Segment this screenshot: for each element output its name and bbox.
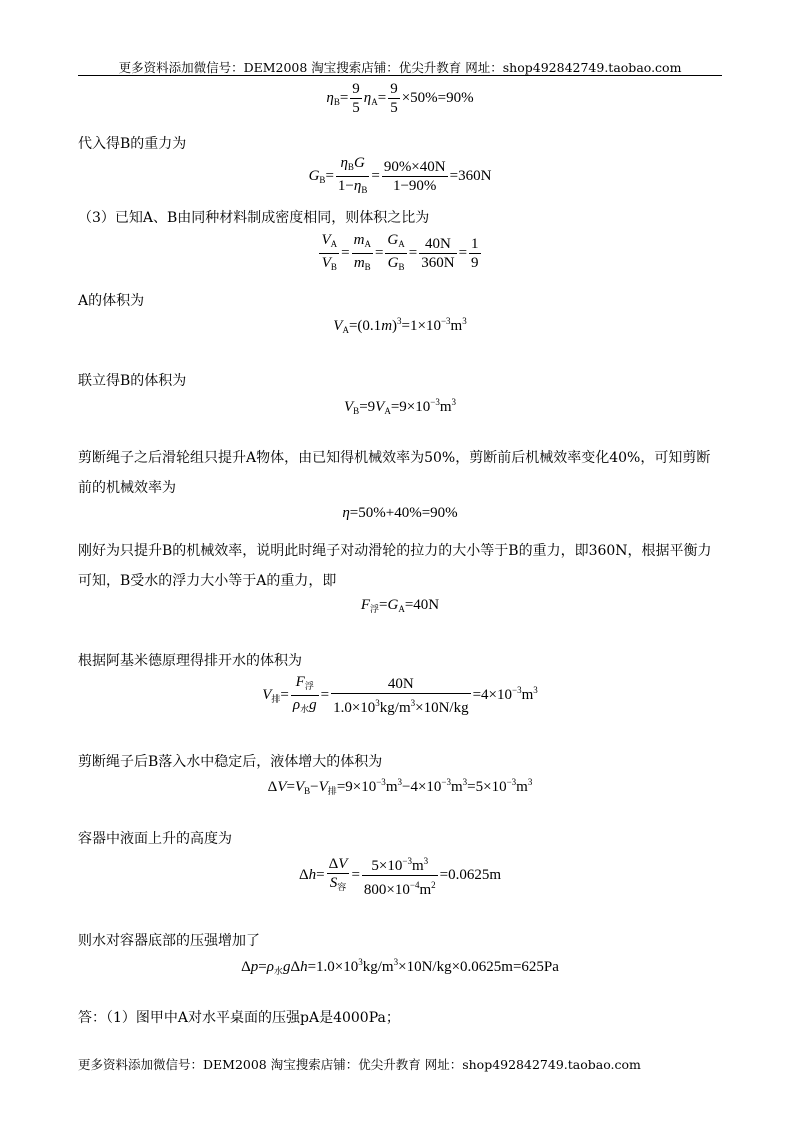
paragraph-4: 联立得B的体积为 bbox=[78, 373, 187, 389]
equation-gravity-b: $G_B=$ $\frac{\eta_BG}{1-\eta_B}$ = $\frac{90\%\times 40N}{1-90\%}$ =360N bbox=[308, 155, 492, 195]
paragraph-10: 则水对容器底部的压强增加了 bbox=[78, 933, 260, 949]
equation-buoyancy: $F_浮=G_A=40N$ bbox=[360, 597, 440, 614]
paragraph-2: （3）已知A、B由同种材料制成密度相同，则体积之比为 bbox=[78, 210, 430, 226]
equation-pressure-increase: $\Delta p=\rho_水g\Delta h=1.0\times 10^3kg/m^3\times 10N/kg\times 0.0625m=625Pa$ bbox=[241, 957, 559, 976]
equation-volume-b: $V_B=9V_A=9\times 10^{-3}m^3$ bbox=[344, 397, 456, 416]
paragraph-6b: 可知，B受水的浮力大小等于A的重力，即 bbox=[78, 573, 337, 589]
equation-volume-a: $V_A=(0.1m)^3=1\times 10^{-3}m^3$ bbox=[333, 316, 467, 335]
paragraph-6a: 刚好为只提升B的机械效率，说明此时绳子对动滑轮的拉力的大小等于B的重力，即360N，根据平衡力 bbox=[78, 543, 712, 559]
answer-line: 答：（1）图甲中A对水平桌面的压强pA是4000Pa； bbox=[78, 1010, 400, 1026]
paragraph-9: 容器中液面上升的高度为 bbox=[78, 831, 232, 847]
paragraph-5a: 剪断绳子之后滑轮组只提升A物体，由已知得机械效率为50%，剪断前后机械效率变化40%，可知剪断 bbox=[78, 450, 711, 466]
equation-volume-ratio: $\frac{V_A}{V_B}$ = $\frac{m_A}{m_B}$ = $\frac{G_A}{G_B}$ = $\frac{40N}{360N}$ = $\frac{1}{9}$ bbox=[321, 232, 479, 272]
header-rule bbox=[78, 75, 722, 76]
equation-volume-increase: $\Delta V=V_B-V_排=9\times 10^{-3}m^3-4\times 10^{-3}m^3=5\times 10^{-3}m^3$ bbox=[267, 777, 533, 796]
equation-efficiency-before: η=50%+40%=90% bbox=[342, 505, 458, 521]
paragraph-5b: 前的机械效率为 bbox=[78, 480, 176, 496]
paragraph-1: 代入得B的重力为 bbox=[78, 136, 187, 152]
paragraph-8: 剪断绳子后B落入水中稳定后，液体增大的体积为 bbox=[78, 754, 383, 770]
equation-efficiency-b: $\eta_B=$ $\frac{9}{5}$ $\eta_A=$ $\frac{9}{5}$ ×50%=90% bbox=[326, 81, 474, 116]
paragraph-7: 根据阿基米德原理得排开水的体积为 bbox=[78, 653, 302, 669]
page-header: 更多资料添加微信号：DEM2008 淘宝搜索店铺：优尖升教育 网址：shop492842749.taobao.com bbox=[118, 60, 682, 75]
paragraph-3: A的体积为 bbox=[78, 293, 145, 309]
equation-displaced-volume: $V_排=$ $\frac{F_浮}{\rho_水g}$ = $\frac{40N}{1.0\times 10^3kg/m^3\times 10N/kg}$ $=4\times 10^{-3}m^3$ bbox=[262, 674, 538, 716]
page-footer: 更多资料添加微信号：DEM2008 淘宝搜索店铺：优尖升教育 网址：shop492842749.taobao.com bbox=[78, 1057, 641, 1072]
equation-height-rise: Δh= $\frac{\Delta V}{S_容}$ = $\frac{5\times 10^{-3}m^3}{800\times 10^{-4}m^2}$ =0.0625m bbox=[0, 852, 800, 899]
